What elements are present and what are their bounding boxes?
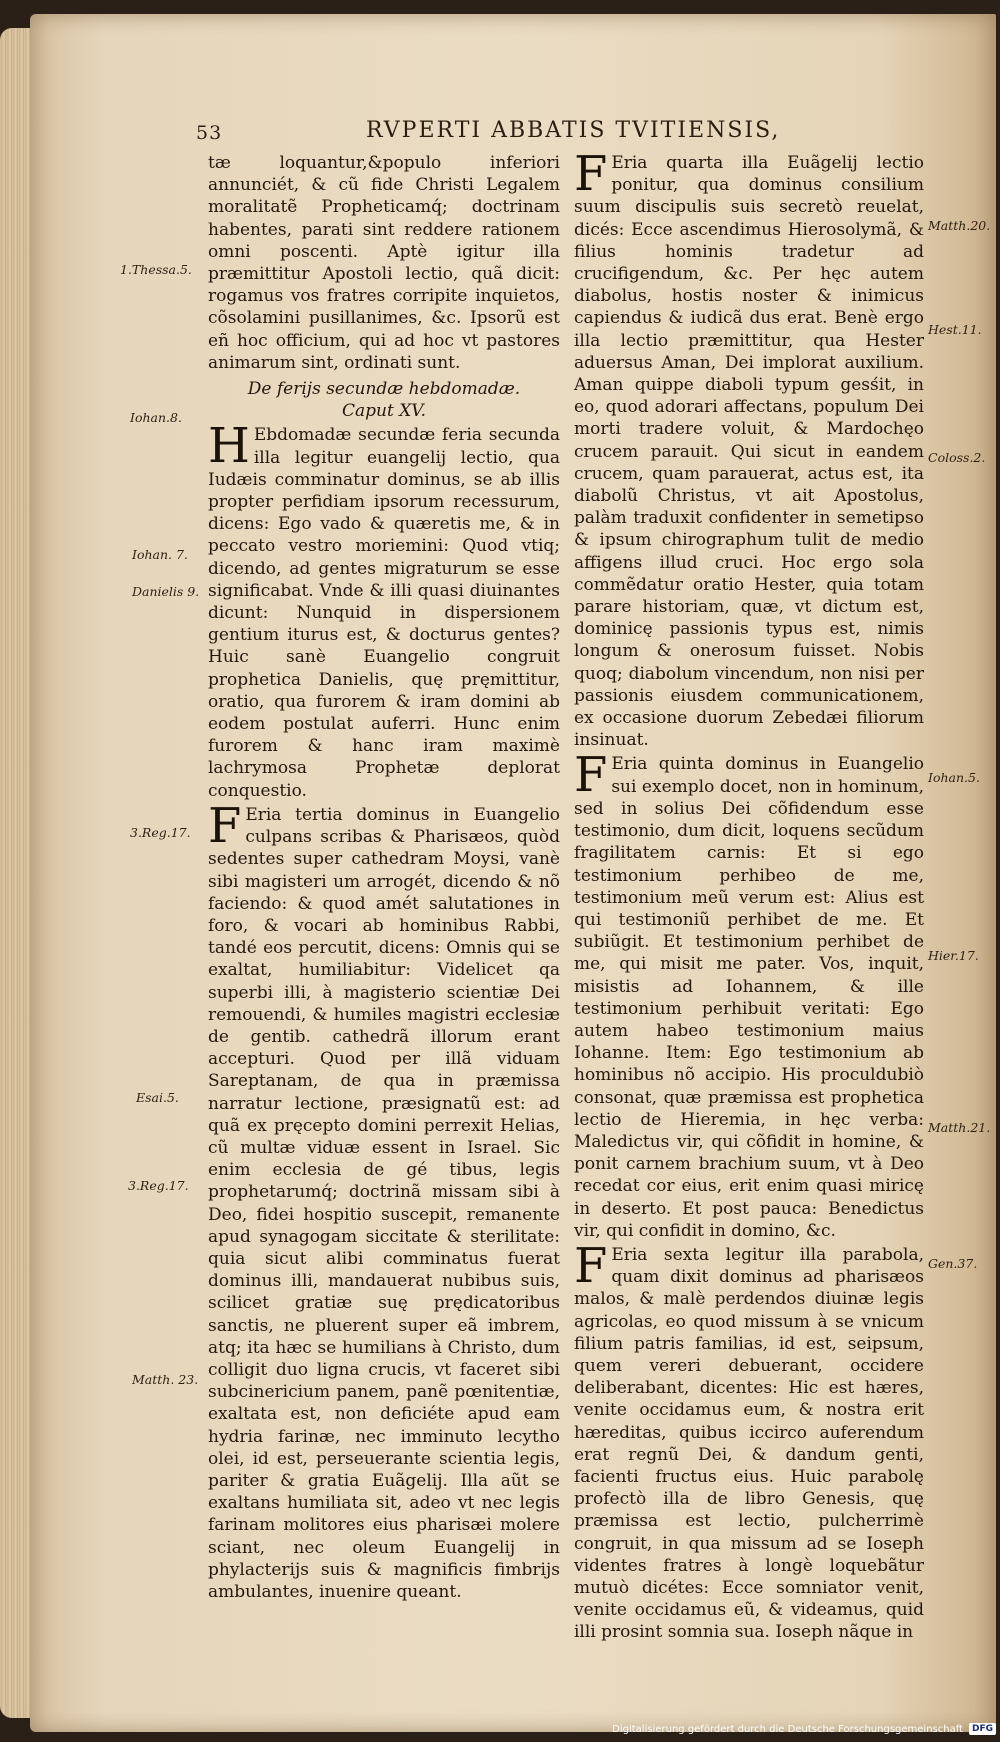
section-subheading: De ferijs secundæ hebdomadæ.: [247, 379, 521, 400]
left-column: [208, 152, 560, 1605]
margin-note: Iohan.5.: [928, 770, 980, 785]
drop-cap: F: [574, 1237, 608, 1294]
footer-credit: [612, 1720, 996, 1738]
paragraph-text: Eria quarta illa Euãgelij lectio ponitur, qua dominus consilium suum discipulis suis secretò reuelat, dicés: Ecce ascendimus Hierosolymã, & filius hominis tradetur ad crucifigendum, &c. Per hęc autem diabolus, hostis noster & inimicus capiendus & iudicã dus erat. Benè ergo illa lectio præmittitur, qua Hester aduersus Aman, Dei implorat auxilium. Aman quippe diaboli typum gesśit, in eo, quod adorari affectans, populum Dei morti tradere voluit, & Mardochęo crucem parauit. Qui sicut in eandem crucem, quam parauerat, actus est, ita diabolũ Christus, vt ait Apostolus, palàm traduxit confidenter in semetipso & ipsum chirographum tulit de medio affigens illud cruci. Hoc ergo sola commẽdatur oratio Hester, quia totam parare historiam, quæ, vt dictum est, dominicę passionis typus est, nimis longum & onerosum fuisset. Nobis quoq; diabolum vincendum, non nisi per passionis eiusdem communicationem, ex occasione duorum Zebedæi filiorum insinuat.: [574, 153, 924, 751]
margin-note: Hier.17.: [928, 948, 979, 963]
page-number: 53: [196, 122, 223, 144]
drop-cap: F: [574, 747, 608, 804]
margin-note: Gen.37.: [928, 1256, 978, 1271]
paragraph-text: Ebdomadæ secundæ feria secunda illa legitur euangelij lectio, qua Iudæis comminatur dominus, se ab illis propter perfidiam ipsorum recessurum, dicens: Ego vado & quæretis me, & in peccato vestro moriemini: Quod vtiq; dicendo, ad gentes migraturum se esse significabat. Vnde & illi quasi diuinantes dicunt: Nunquid in dispersionem gentium iturus est, & docturus gentes? Huic sanè Euangelio congruit prophetica Danielis, quę pręmittitur, oratio, qua furorem & iram domini ab eodem postulat auferri. Hunc enim furorem & hanc iram maximè lachrymosa Prophetæ deplorat conquestio.: [208, 425, 560, 801]
dfg-logo: DFG: [969, 1723, 996, 1735]
running-title: RVPERTI ABBATIS TVITIENSIS,: [366, 118, 781, 143]
drop-cap: F: [574, 146, 608, 202]
paragraph-text: Eria quinta dominus in Euangelio sui exemplo docet, non in hominum, sed in solius Dei cõfidendum esse testimonio, dum dicit, loquens secũdum fragilitatem carnis: Et si ego testimonium perhibeo de me, testimonium meũ verum est: Alius est qui testimoniũ perhibet de me. Et subiũgit. Et testimonium perhibet de me, qui misit me pater. Vos, inquit, misistis ad Iohannem, & ille testimonium perhibuit veritati: Ego autem habeo testimonium maius Iohanne. Item: Ego testimonium ab hominibus nõ accipio. His proculdubiò consonat, quæ præmissa est prophetica lectio de Hieremia, in hęc verba: Maledictus vir, qui cõfidit in homine, & ponit carnem brachium suum, vt à Deo recedat cor eius, erit enim quasi miricę in deserto. Et post pauca: Benedictus vir, qui confidit in domino, &c.: [574, 754, 924, 1241]
margin-note: Coloss.2.: [928, 450, 986, 465]
margin-note: 3.Reg.17.: [130, 825, 191, 840]
margin-note: Iohan. 7.: [132, 547, 188, 562]
footer-text: Digitalisierung gefördert durch die Deutsche Forschungsgemeinschaft: [612, 1723, 963, 1735]
drop-cap: H: [208, 418, 250, 475]
margin-note: Esai.5.: [136, 1090, 179, 1105]
paragraph-text: Eria sexta legitur illa parabola, quam dixit dominus ad pharisæos malos, & malè perdendos diuinæ legis agricolas, eo quod missum à se vnicum filium patris familias, id est, seipsum, quem vereri debuerant, occidere deliberabant, dicentes: Hic est hæres, venite occidamus eum, & nostra erit hæreditas, quibus iccirco auferendum erat regnũ Dei, & dandum genti, facienti fructus eius. Huic parabolę profectò illa de libro Genesis, quę præmissa est lectio, pulcherrimè congruit, in qua missum ad se Ioseph videntes fratres à longè loquebãtur mutuò dicétes: Ecce somniator venit, venite occidamus eũ, & videamus, quid illi prosint somnia sua. Ioseph nãque in: [574, 1244, 924, 1643]
margin-note: 3.Reg.17.: [128, 1178, 189, 1193]
margin-note: Matth.21.: [928, 1120, 991, 1135]
margin-note: Matth. 23.: [132, 1372, 199, 1387]
paragraph-feria-sexta: [574, 1237, 924, 1644]
paragraph-feria-tertia: [208, 797, 560, 1603]
margin-note: Hest.11.: [928, 322, 982, 337]
paragraph-feria-quinta: [574, 747, 924, 1241]
chapter-heading: Caput XV.: [341, 401, 427, 422]
margin-note: Danielis 9.: [132, 584, 200, 599]
paragraph-text: Eria tertia dominus in Euangelio culpans scribas & Pharisæos, quòd sedentes super cathedram Moysi, vanè sibi magisteri um arrogét, dicendo & nõ faciendo: & quod amét salutationes in foro, & vocari ab hominibus Rabbi, tandé eos percutit, dicens: Omnis qui se exaltat, humiliabitur: Videlicet qa superbi illi, à magisterio scientiæ Dei remouendi, & humiles magistri ecclesiæ de gentib. cathedrã illorum erant accepturi. Quod per illã viduam Sareptanam, de qua in præmissa narratur lectione, præsignatũ est: ad quã ex pręcepto domini perrexit Helias, cũ multæ viduæ essent in Israel. Sic enim ecclesia de gé tibus, legis prophetarumq́; doctrinã missam sibi à Deo, fidei hospitio suscepit, remanente apud synagogam siccitate & sterilitate: quia sicut alibi comminatus fuerat dominus illi, mandauerat nubibus suis, scilicet gratiæ suę prędicatoribus sanctis, ne pluerent super eã imbrem, atq; ita hæc se humilians à Christo, dum colligit duo ligna crucis, vt faceret sibi subcinericium panem, panẽ pœnitentiæ, exaltata est, non deficiéte apud eam hydria farinæ, nec imminuto lecytho olei, id est, perseuerante scientia legis, pariter & gratia Euãgelij. Illa aũt se exaltans humiliata sit, adeo vt nec legis farinam molitores eius pharisæi molere sciant, nec oleum Euangelij in phylacterijs suis & magnificis fimbrijs ambulantes, inuenire queant.: [208, 804, 560, 1602]
paragraph-feria-quarta: [574, 146, 924, 751]
right-column: [574, 146, 924, 1646]
margin-note: Iohan.8.: [130, 410, 182, 425]
intro-paragraph: tæ loquantur,&populo inferiori annunciét, & cũ fide Christi Legalem moralitatẽ Propheticamq́; doctrinam habentes, parati sint reddere rationem omni poscenti. Aptè igitur illa præmittitur Apostoli lectio, quã dicit: rogamus vos fratres corripite inquietos, cõsolamini pusillanimes, &c. Ipsorũ est eñ hoc officium, qui ad hoc vt pastores animarum sint, ordinati sunt.: [208, 153, 560, 373]
margin-note: Matth.20.: [928, 218, 991, 233]
drop-cap: F: [208, 797, 242, 854]
paragraph-feria-secunda: [208, 418, 560, 801]
margin-note: 1.Thessa.5.: [120, 262, 192, 277]
